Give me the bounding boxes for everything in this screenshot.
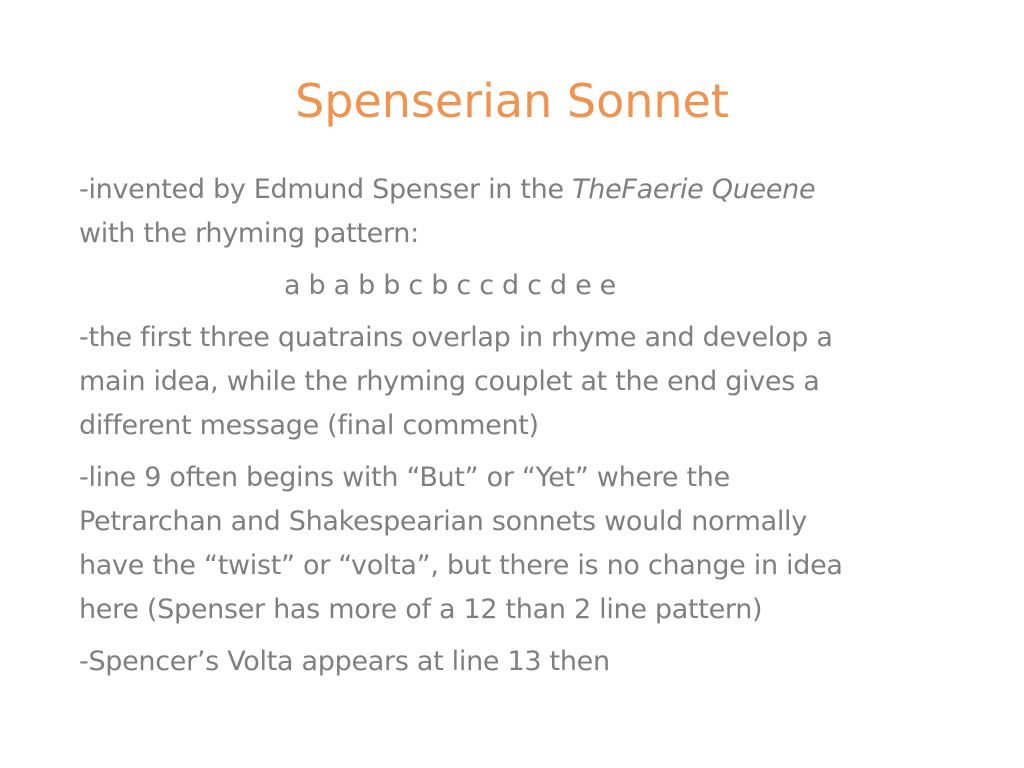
line-nine-line-3: have the “twist” or “volta”, but there is no change in idea: [79, 550, 843, 581]
paragraph-volta: [79, 640, 959, 684]
quatrains-line-1: -the first three quatrains overlap in rhyme and develop a: [79, 322, 833, 353]
paragraph-invented: [79, 168, 959, 256]
paragraph-quatrains: [79, 316, 959, 448]
slide-title: Spenserian Sonnet: [295, 74, 729, 128]
slide-body: [79, 168, 959, 692]
rhyme-scheme: a b a b b c b c c d c d e e: [284, 270, 616, 301]
line-nine-line-1: -line 9 often begins with “But” or “Yet” where the: [79, 462, 730, 493]
paragraph-line-nine: [79, 456, 959, 632]
volta-line: -Spencer’s Volta appears at line 13 then: [79, 646, 610, 677]
faerie-queene-title: TheFaerie Queene: [572, 174, 816, 205]
quatrains-line-2: main idea, while the rhyming couplet at the end gives a: [79, 366, 820, 397]
line-nine-line-2: Petrarchan and Shakespearian sonnets would normally: [79, 506, 807, 537]
quatrains-line-3: different message (final comment): [79, 410, 539, 441]
invented-text: -invented by Edmund Spenser in the: [79, 174, 573, 205]
rhyming-pattern-intro: with the rhyming pattern:: [79, 218, 419, 249]
line-nine-line-4: here (Spenser has more of a 12 than 2 line pattern): [79, 594, 763, 625]
